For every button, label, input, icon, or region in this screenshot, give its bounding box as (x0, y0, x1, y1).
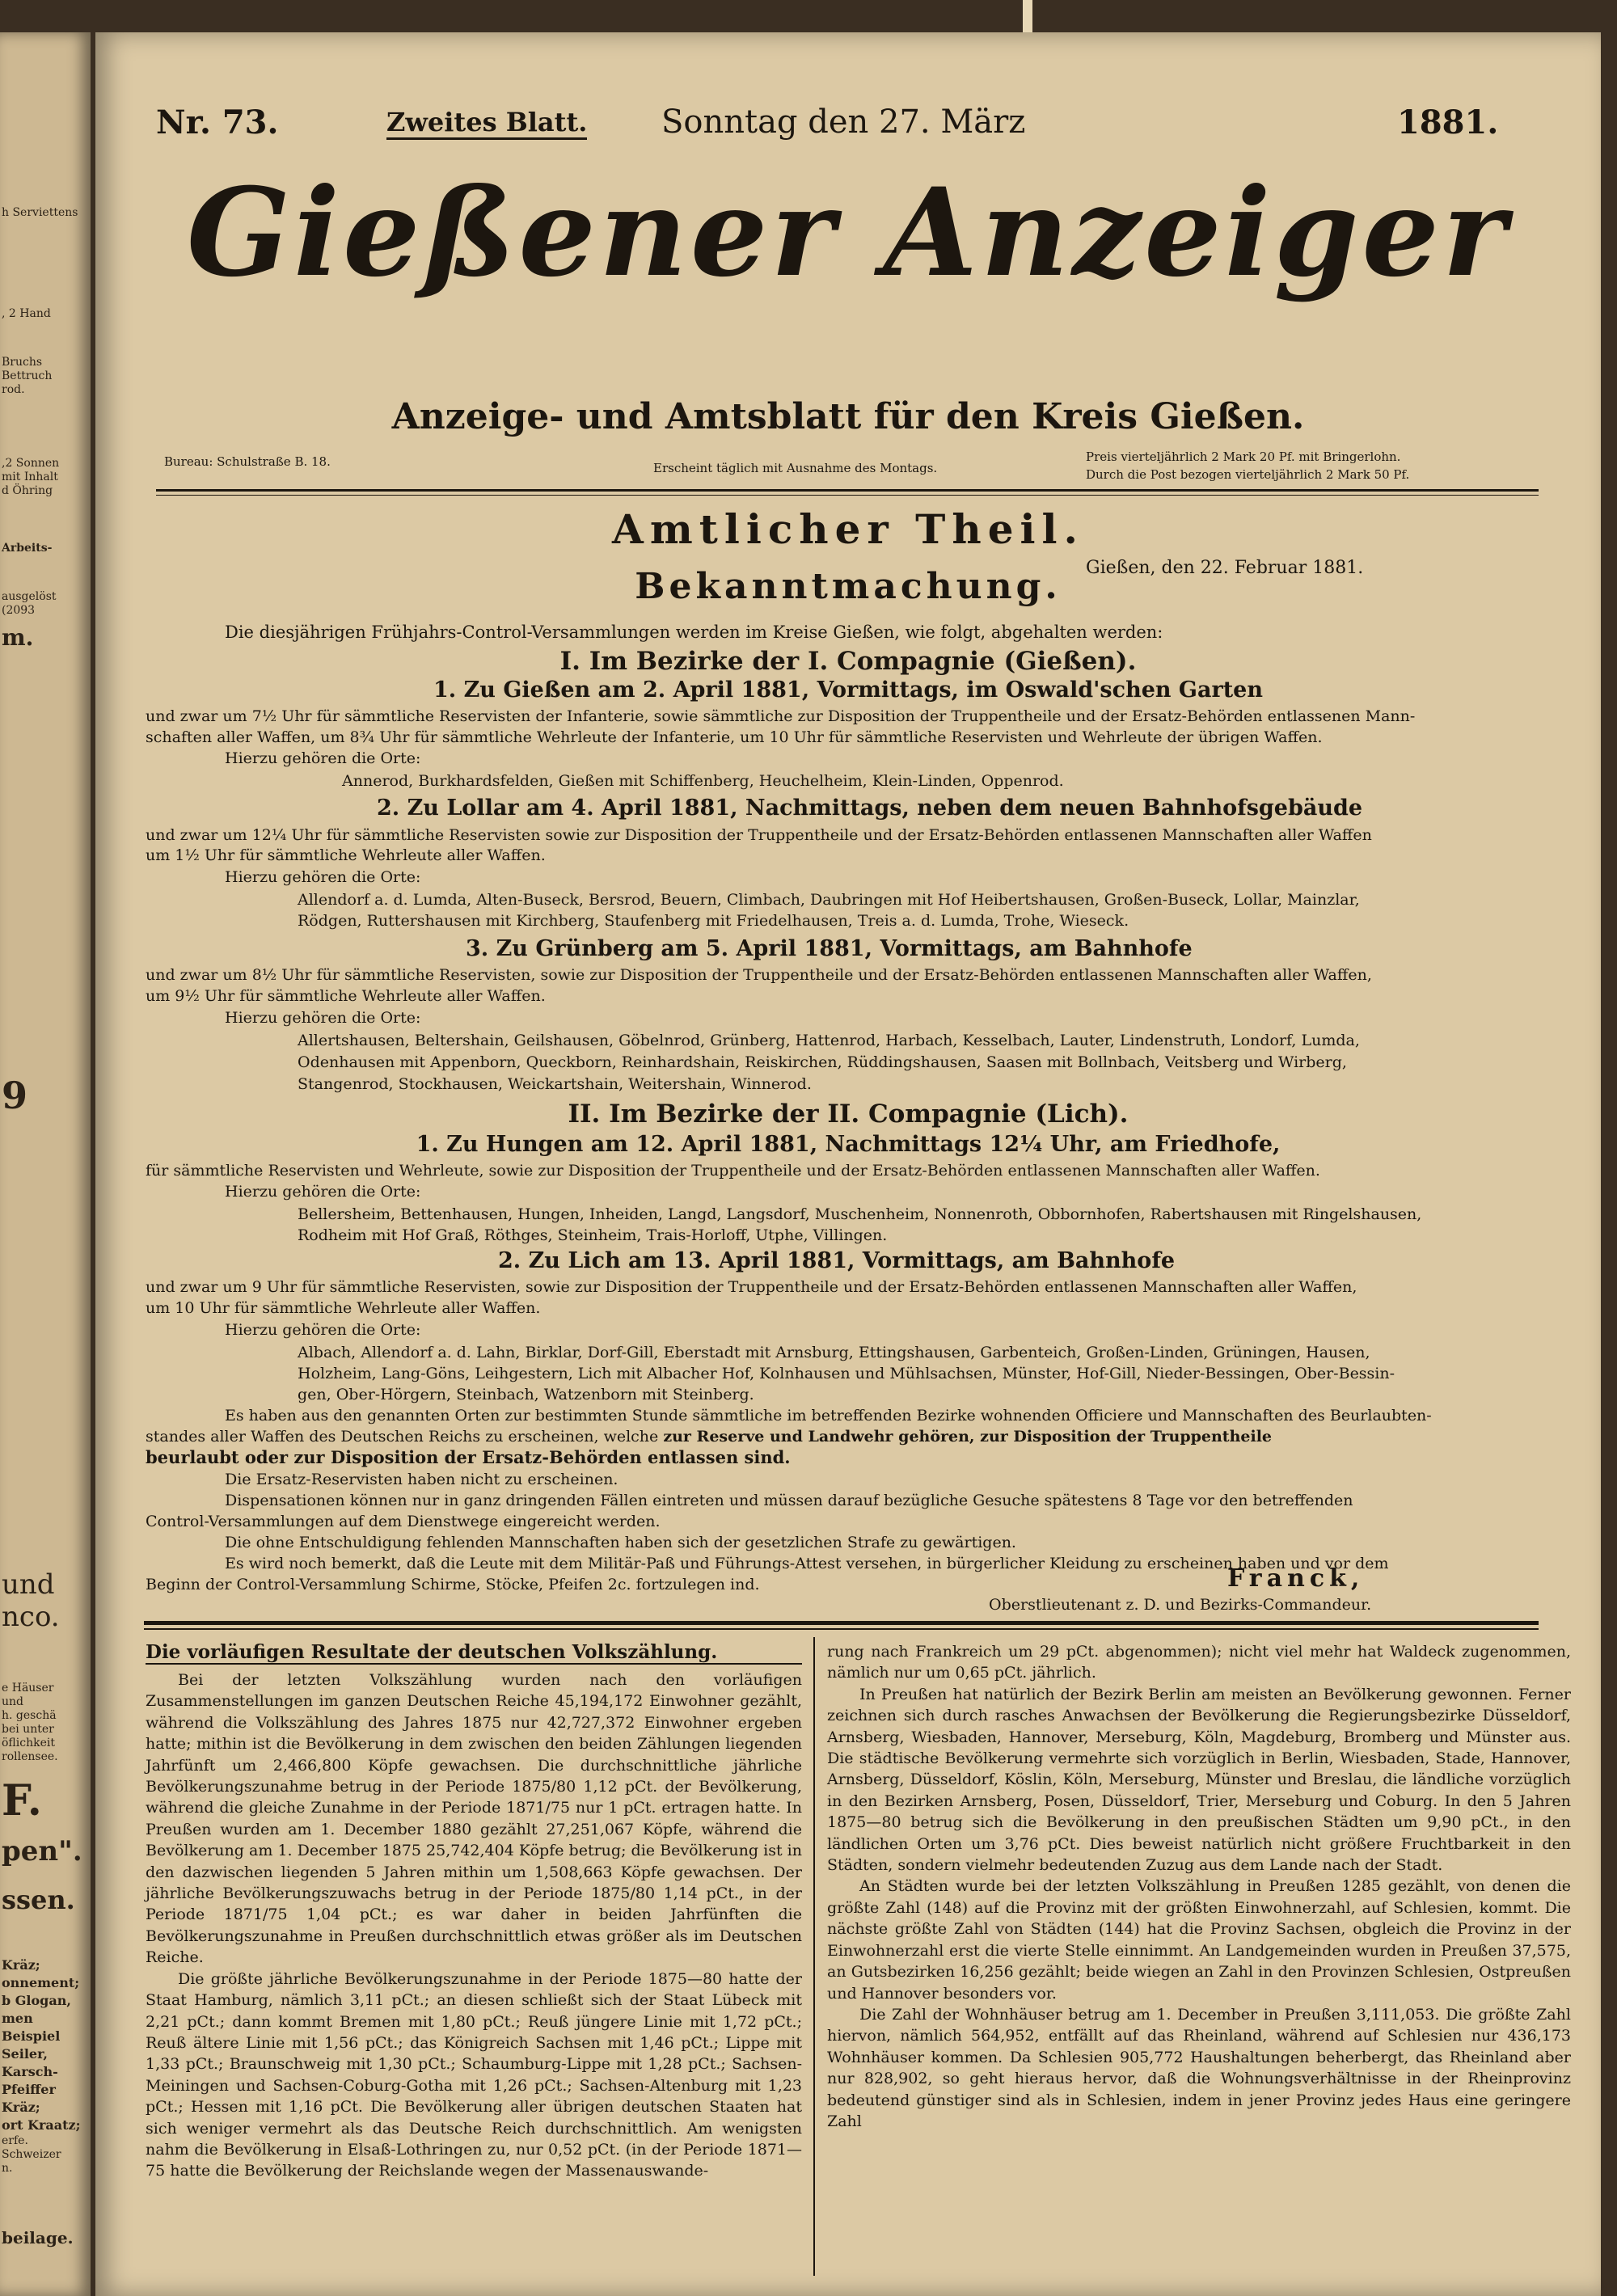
places-label: Hierzu gehören die Orte: (225, 749, 421, 767)
notice-text: Control-Versammlungen auf dem Dienstwege eingereicht werden. (146, 1513, 661, 1530)
margin-fragment: pen". (2, 1835, 82, 1868)
places-list: gen, Ober-Hörgern, Steinbach, Watzenborn mit Steinberg. (298, 1386, 754, 1403)
notice-text: Es haben aus den genannten Orten zur bestimmten Stunde sämmtliche im betreffenden Bezirke wohnenden Officiere und Mannschaften des Beurlaubten- (225, 1407, 1432, 1424)
margin-fragment: 9 (2, 1074, 28, 1117)
margin-fragment: e Häuser und h. geschä bei unter öflichkeit rollensee. (2, 1682, 58, 1763)
masthead-rule (156, 489, 1539, 492)
margin-fragment: erfe. Schweizer n. (2, 2134, 61, 2175)
notice-text-bold: zur Reserve und Landwehr gehören, zur Disposition der Truppentheile (663, 1428, 1272, 1446)
margin-fragment: beilage. (2, 2228, 74, 2247)
price-line-1: Preis vierteljährlich 2 Mark 20 Pf. mit Bringerlohn. (1086, 449, 1401, 464)
notice-text: Beginn der Control-Versammlung Schirme, Stöcke, Pfeifen 2c. fortzulegen ind. (146, 1576, 760, 1593)
article-left-column (146, 1669, 802, 2182)
meeting-title: 1. Zu Gießen am 2. April 1881, Vormittags, im Oswald'schen Garten (433, 677, 1263, 703)
margin-fragment: , 2 Hand (2, 307, 51, 320)
places-label: Hierzu gehören die Orte: (225, 1183, 421, 1201)
margin-fragment: Bruchs Bettruch rod. (2, 356, 53, 396)
section-title: Amtlicher Theil. (612, 505, 1084, 553)
margin-fragment: und nco. (2, 1568, 60, 1633)
meeting-title: 1. Zu Hungen am 12. April 1881, Nachmittags 12¼ Uhr, am Friedhofe, (416, 1132, 1281, 1157)
meeting-text: und zwar um 9 Uhr für sämmtliche Reservisten, sowie zur Disposition der Truppentheile und der Ersatz-Behörden entlassenen Mannschaften aller Waffen, (146, 1278, 1357, 1296)
price-line-2: Durch die Post bezogen vierteljährlich 2 Mark 50 Pf. (1086, 467, 1410, 482)
issue-date: Sonntag den 27. März (661, 103, 1026, 141)
meeting-text: um 9½ Uhr für sämmtliche Wehrleute aller Waffen. (146, 987, 546, 1005)
section-rule (144, 1621, 1539, 1625)
notice-text: Dispensationen können nur in ganz dringenden Fällen eintreten und müssen darauf bezügliche Gesuche spätestens 8 Tage vor den betreffenden (225, 1492, 1353, 1509)
places-list: Bellersheim, Bettenhausen, Hungen, Inheiden, Langd, Langsdorf, Muschenheim, Nonnenroth, Obbornhofen, Rabertshausen mit Ringelshausen, (298, 1205, 1422, 1223)
issue-number: Nr. 73. (156, 103, 279, 141)
section-rule-thin (144, 1628, 1539, 1630)
places-list: Rödgen, Ruttershausen mit Kirchberg, Staufenberg mit Friedelhausen, Treis a. d. Lumda, Trohe, Wieseck. (298, 912, 1129, 930)
newspaper-page (95, 32, 1601, 2296)
column-divider (813, 1637, 815, 2276)
notice-heading: Bekanntmachung. (635, 566, 1062, 607)
places-list: Stangenrod, Stockhausen, Weickartshain, Weitershain, Winnerod. (298, 1075, 812, 1093)
district-heading-1: I. Im Bezirke der I. Compagnie (Gießen). (559, 647, 1137, 676)
places-list: Allertshausen, Beltershain, Geilshausen, Göbelnrod, Grünberg, Hattenrod, Harbach, Kesselbach, Lauter, Lindenstruth, Londorf, Lumda, (298, 1032, 1360, 1049)
publication-schedule: Erscheint täglich mit Ausnahme des Montags. (653, 461, 938, 475)
meeting-text: schaften aller Waffen, um 8¾ Uhr für sämmtliche Wehrleute der Infanterie, um 10 Uhr für sämmtliche Reservisten und Wehrleute der übrigen Waffen. (146, 728, 1323, 746)
meeting-text: für sämmtliche Reservisten und Wehrleute, sowie zur Disposition der Truppentheile und der Ersatz-Behörden entlassenen Mannschaften aller Waffen. (146, 1162, 1320, 1180)
places-list: Allendorf a. d. Lumda, Alten-Buseck, Bersrod, Beuern, Climbach, Daubringen mit Hof Heibertshausen, Großen-Buseck, Lollar, Mainzlar, (298, 891, 1360, 909)
margin-fragment: Kräz; onnement; b Glogan, men Beispiel Seiler, Karsch-Pfeiffer Kräz; ort Kraatz; (2, 1957, 81, 2133)
issue-year: 1881. (1397, 103, 1499, 141)
places-list: Annerod, Burkhardsfelden, Gießen mit Schiffenberg, Heuchelheim, Klein-Linden, Oppenrod. (342, 772, 1064, 790)
notice-text-part: standes aller Waffen des Deutschen Reichs zu erscheinen, welche (146, 1428, 664, 1446)
places-list: Holzheim, Lang-Göns, Leihgestern, Lich mit Albacher Hof, Kolnhausen und Mühlsachsen, Münster, Hof-Gill, Nieder-Bessingen, Ober-Bessin- (298, 1365, 1395, 1382)
margin-fragment: Arbeits- (2, 542, 53, 555)
places-label: Hierzu gehören die Orte: (225, 1009, 421, 1027)
article-paragraph: rung nach Frankreich um 29 pCt. abgenommen); nicht viel mehr hat Waldeck zugenommen, nämlich nur um 0,65 pCt. jährlich. (827, 1643, 1571, 1682)
meeting-text: und zwar um 8½ Uhr für sämmtliche Reservisten, sowie zur Disposition der Truppentheile und der Ersatz-Behörden entlassenen Mannschaften aller Waffen, (146, 966, 1372, 984)
masthead-rule-thin (156, 495, 1539, 496)
newspaper-subtitle: Anzeige- und Amtsblatt für den Kreis Gießen. (391, 396, 1305, 437)
places-list: Odenhausen mit Appenborn, Queckborn, Reinhardshain, Reiskirchen, Rüddingshausen, Saasen mit Bollnbach, Veitsberg und Wirberg, (298, 1053, 1347, 1071)
margin-fragment: F. (2, 1776, 42, 1825)
margin-fragment: ,2 Sonnen mit Inhalt d Öhring (2, 457, 60, 497)
meeting-text: und zwar um 12¼ Uhr für sämmtliche Reservisten sowie zur Disposition der Truppentheile und der Ersatz-Behörden entlassenen Mannschaften aller Waffen (146, 826, 1372, 844)
article-paragraph: Die Zahl der Wohnhäuser betrug am 1. December in Preußen 3,111,053. Die größte Zahl hiervon, nämlich 564,952, entfällt auf das Rheinland, während auf Schlesien nur 436,173 Wohnhäuser kommen. Da Schlesien 905,772 Haushaltungen beherbergt, das Rheinland aber nur 828,902, so geht hieraus hervor, daß die Wohnungsverhältnisse in der Rheinprovinz bedeutend günstiger sind als in Schlesien, indem in jener Provinz jedes Haus eine geringere Zahl (827, 2005, 1571, 2130)
meeting-text: um 10 Uhr für sämmtliche Wehrleute aller Waffen. (146, 1299, 541, 1317)
notice-text (146, 1426, 1272, 1447)
meeting-title: 2. Zu Lich am 13. April 1881, Vormittags, am Bahnhofe (498, 1248, 1176, 1273)
places-list: Albach, Allendorf a. d. Lahn, Birklar, Dorf-Gill, Eberstadt mit Arnsburg, Ettingshausen, Garbenteich, Großen-Linden, Grüningen, Hausen, (298, 1344, 1370, 1361)
left-page-edge (0, 32, 91, 2296)
notice-text-bold: beurlaubt oder zur Disposition der Ersatz-Behörden entlassen sind. (146, 1447, 791, 1467)
meeting-text: und zwar um 7½ Uhr für sämmtliche Reservisten der Infanterie, sowie sämmtliche zur Disposition der Truppentheile und der Ersatz-Behörden entlassenen Mann- (146, 707, 1416, 725)
places-label: Hierzu gehören die Orte: (225, 1321, 421, 1339)
bureau-address: Bureau: Schulstraße B. 18. (164, 454, 331, 469)
newspaper-title: Gießener Anzeiger (186, 162, 1510, 304)
places-list: Rodheim mit Hof Graß, Röthges, Steinheim, Trais-Horloff, Utphe, Villingen. (298, 1226, 888, 1244)
sheet-label: Zweites Blatt. (386, 107, 587, 140)
notice-date: Gießen, den 22. Februar 1881. (1086, 558, 1364, 578)
article-right-column (827, 1641, 1571, 2132)
meeting-title: 2. Zu Lollar am 4. April 1881, Nachmittags, neben dem neuen Bahnhofsgebäude (377, 796, 1363, 821)
signature: Franck, (1227, 1564, 1365, 1593)
district-heading-2: II. Im Bezirke der II. Compagnie (Lich). (568, 1099, 1129, 1129)
signature-title: Oberstlieutenant z. D. und Bezirks-Commandeur. (989, 1596, 1372, 1614)
places-label: Hierzu gehören die Orte: (225, 868, 421, 886)
notice-text: Es wird noch bemerkt, daß die Leute mit dem Militär-Paß und Führungs-Attest versehen, in bürgerlicher Kleidung zu erscheinen haben und vor dem (225, 1555, 1389, 1572)
notice-text: Die Ersatz-Reservisten haben nicht zu erscheinen. (225, 1471, 619, 1488)
meeting-title: 3. Zu Grünberg am 5. April 1881, Vormittags, am Bahnhofe (466, 936, 1193, 961)
meeting-text: um 1½ Uhr für sämmtliche Wehrleute aller Waffen. (146, 846, 546, 864)
margin-fragment: m. (2, 624, 34, 651)
article-title: Die vorläufigen Resultate der deutschen Volkszählung. (146, 1641, 802, 1665)
article-paragraph: Bei der letzten Volkszählung wurden nach den vorläufigen Zusammenstellungen im ganzen Deutschen Reiche 45,194,172 Einwohner gezählt, während die Volkszählung des Jahres 1875 nur 42,727,372 Einwohner ergeben hatte; mithin ist die Bevölkerung in dem zwischen den beiden Zählungen liegenden Jahrfünft um 2,466,800 Köpfe gewachsen. Die durchschnittliche jährliche Bevölkerungszunahme betrug in der Periode 1875/80 1,12 pCt. der Bevölkerung, während die gleiche Zunahme in der Periode 1871/75 nur 1 pCt. ertragen hatte. In Preußen wurden am 1. December 1880 gezählt 27,251,067 Köpfe, während die Bevölkerung am 1. December 1875 25,742,404 Köpfe betrug; die Bevölkerung ist in den dazwischen liegenden 5 Jahren mithin um 1,508,663 Köpfe gewachsen. Der jährliche Bevölkerungszuwachs betrug in der Periode 1875/80 1,14 pCt., in der Periode 1871/75 1,04 pCt.; es war daher in beiden Jahrfünften die Bevölkerungszunahme in Preußen durchschnittlich etwas größer als im Deutschen Reiche. (146, 1671, 802, 1967)
notice-intro: Die diesjährigen Frühjahrs-Control-Versammlungen werden im Kreise Gießen, wie folgt, abgehalten werden: (225, 623, 1163, 642)
notice-text: Die ohne Entschuldigung fehlenden Mannschaften haben sich der gesetzlichen Strafe zu gewärtigen. (225, 1534, 1016, 1551)
margin-fragment: ssen. (2, 1884, 75, 1915)
article-paragraph: Die größte jährliche Bevölkerungszunahme in der Periode 1875—80 hatte der Staat Hamburg, nämlich 3,11 pCt.; an diesen schließt sich der Staat Lübeck mit 2,21 pCt.; dann kommt Bremen mit 1,80 pCt.; Reuß jüngere Linie mit 1,72 pCt.; Reuß ältere Linie mit 1,56 pCt.; das Königreich Sachsen mit 1,46 pCt.; Lippe mit 1,33 pCt.; Braunschweig mit 1,30 pCt.; Schaumburg-Lippe mit 1,28 pCt.; Sachsen-Meiningen und Sachsen-Coburg-Gotha mit 1,26 pCt.; Sachsen-Altenburg mit 1,23 pCt.; Hessen mit 1,16 pCt. Die Bevölkerung aller übrigen deutschen Staaten hat sich weniger vermehrt als das Deutsche Reich durchschnittlich. Am wenigsten nahm die Bevölkerung in Elsaß-Lothringen zu, nur 0,52 pCt. (in der Periode 1871—75 hatte die Bevölkerung der Reichslande wegen der Massenauswande- (146, 1969, 802, 2180)
article-paragraph: In Preußen hat natürlich der Bezirk Berlin am meisten an Bevölkerung gewonnen. Ferner zeichnen sich durch rasches Anwachsen der Bevölkerung die Regierungsbezirke Düsseldorf, Arnsberg, Wiesbaden, Hannover, Merseburg, Köln, Magdeburg, Bromberg und Münster aus. Die städtische Bevölkerung vermehrte sich vorzüglich in Berlin, Wiesbaden, Stade, Hannover, Arnsberg, Düsseldorf, Köslin, Köln, Merseburg, Münster und Breslau, die ländliche vorzüglich in den Bezirken Arnsberg, Posen, Düsseldorf, Trier, Merseburg und Coburg. In den 5 Jahren 1875—80 betrug sich die Bevölkerung in den preußischen Städten um 9,90 pCt., in den ländlichen Orten um 3,76 pCt. Dies beweist natürlich nicht größere Fruchtbarkeit in den Städten, sondern vielmehr bedeutenden Zuzug aus dem Lande nach der Stadt. (827, 1685, 1571, 1875)
margin-fragment: h Serviettens (2, 206, 78, 219)
margin-fragment: ausgelöst (2093 (2, 590, 57, 617)
article-paragraph: An Städten wurde bei der letzten Volkszählung in Preußen 1285 gezählt, von denen die größte Zahl (148) auf die Provinz mit der größten Einwohnerzahl, auf Schlesien, kommt. Die nächste größte Zahl von Städten (144) hat die Provinz Sachsen, obgleich die Provinz in der Einwohnerzahl erst die vierte Stelle einnimmt. An Landgemeinden wurden in Preußen 37,575, an Gutsbezirken 16,256 gezählt; beide wiegen an Zahl in den Provinzen Schlesien, Ostpreußen und Hannover besonders vor. (827, 1877, 1571, 2003)
